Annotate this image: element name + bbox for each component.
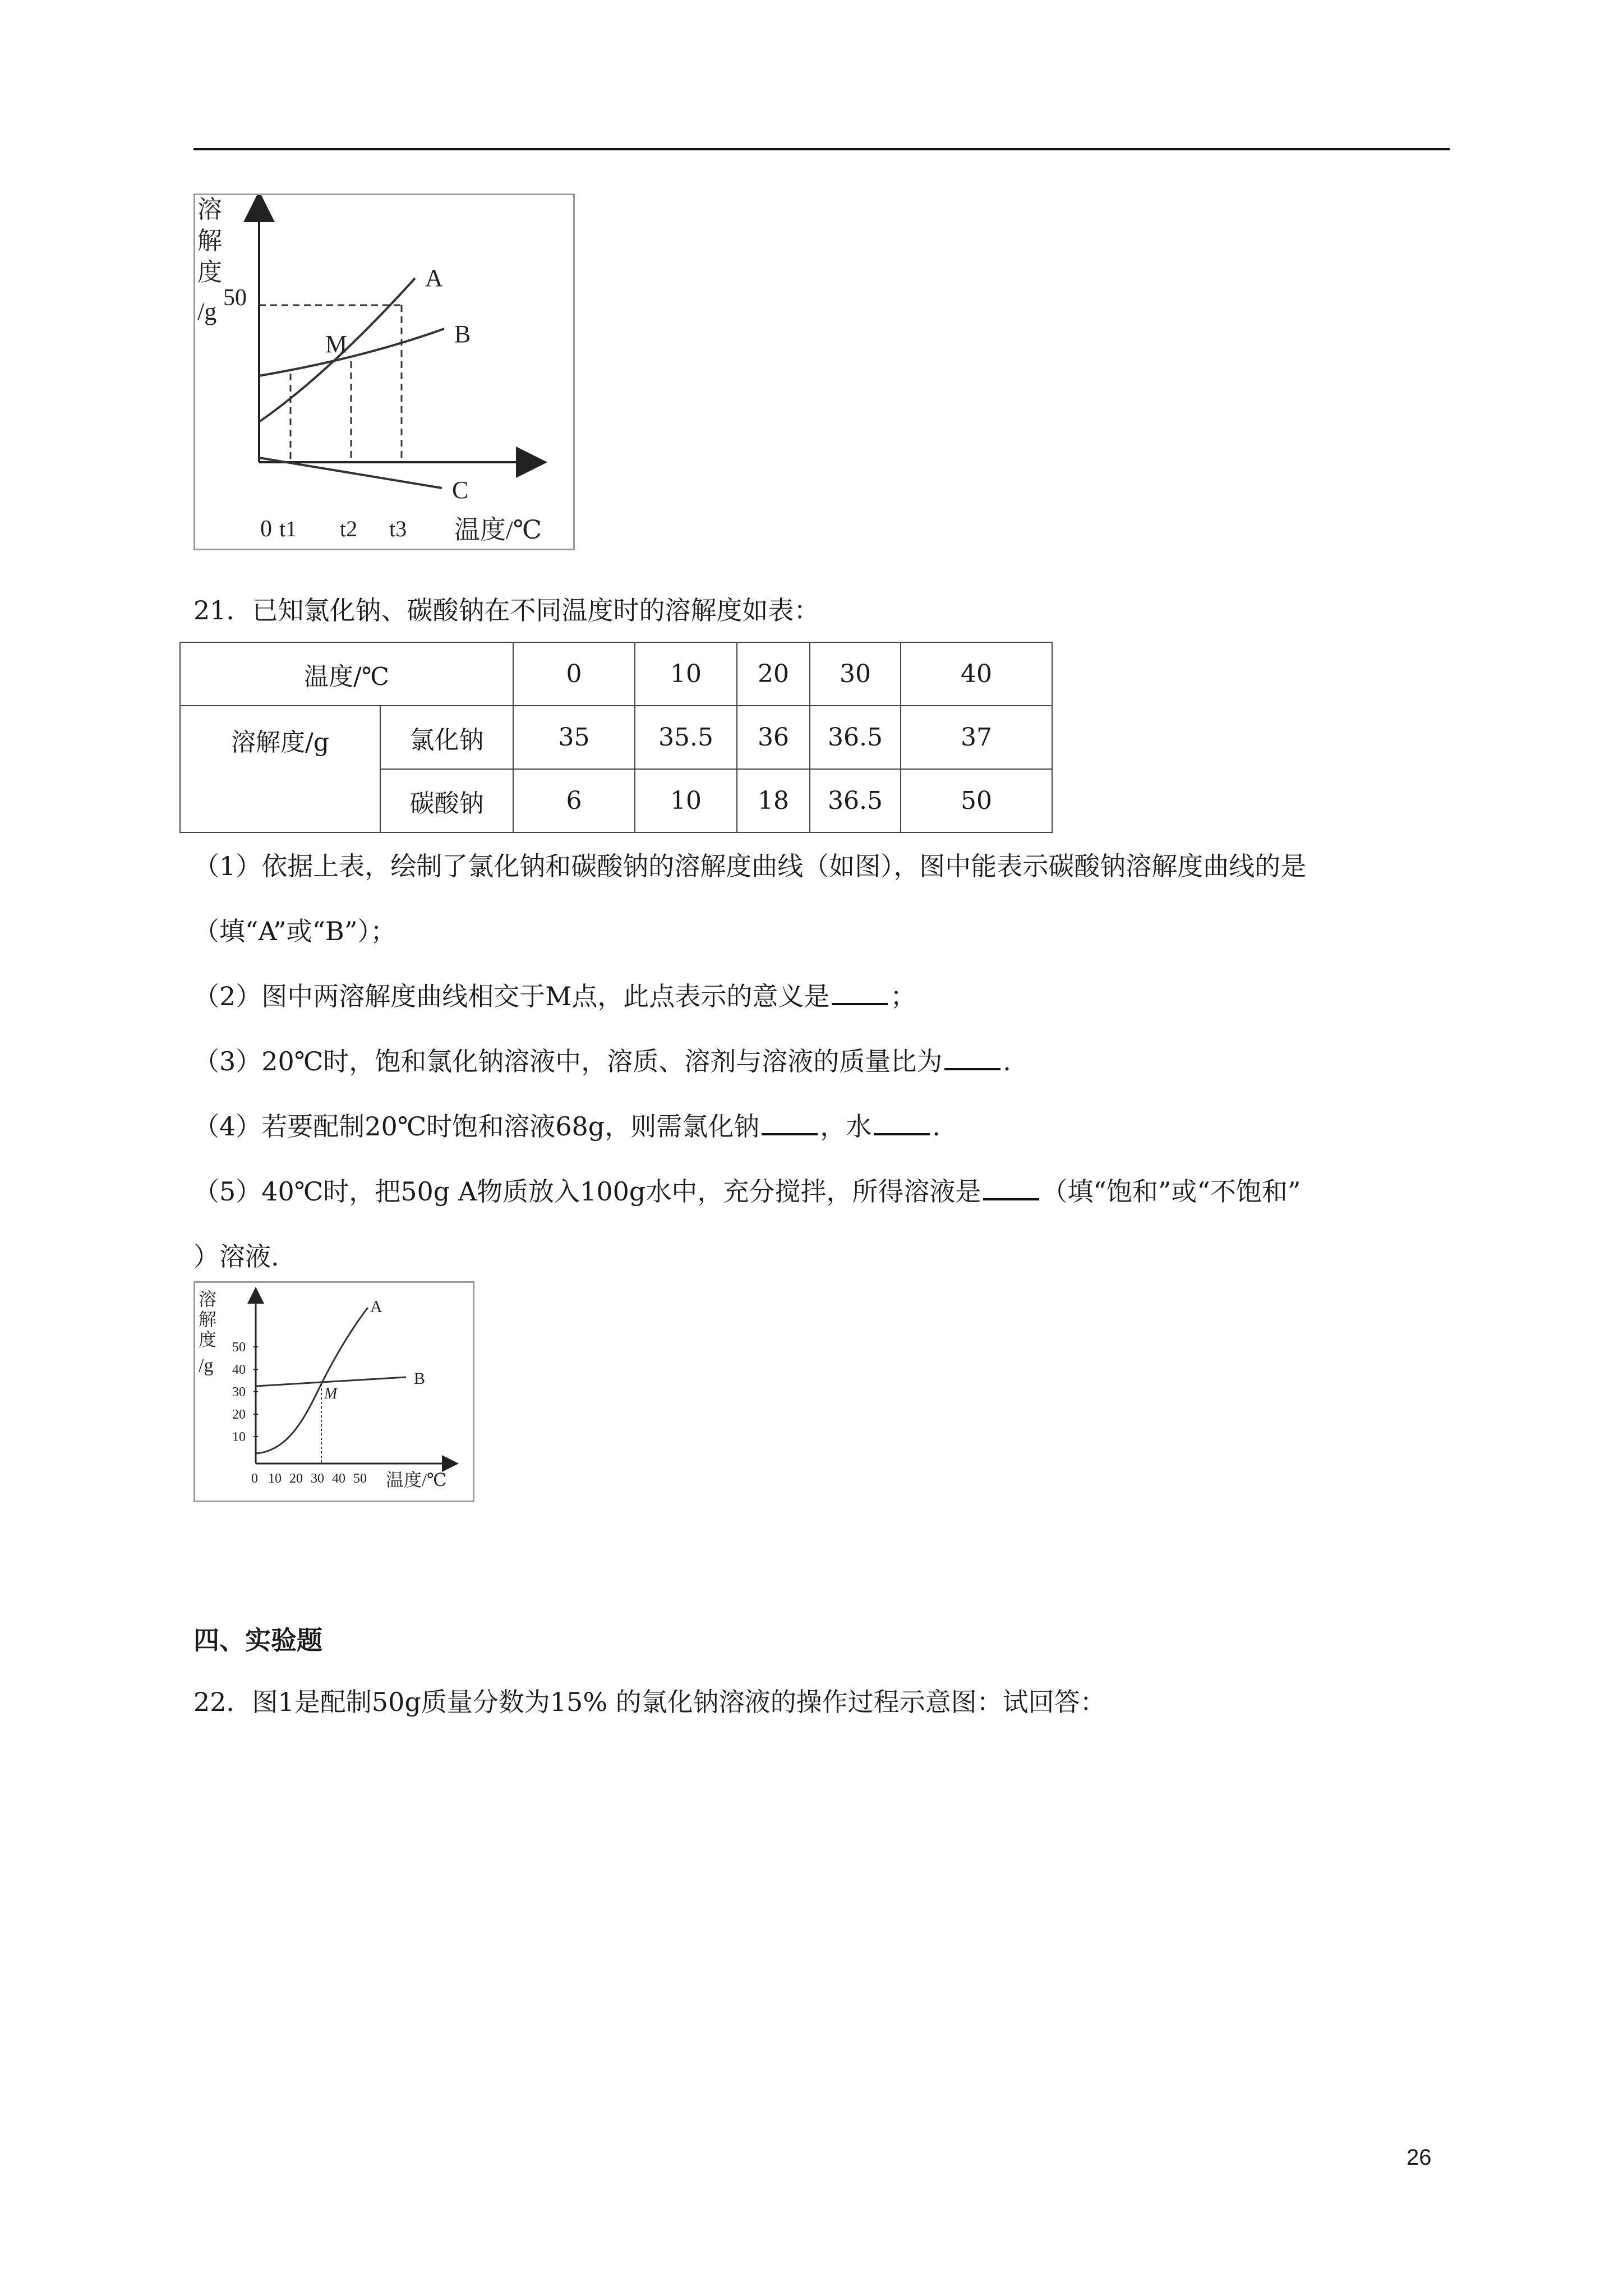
table-cell: 36 bbox=[737, 706, 810, 769]
y-tick: 30 bbox=[232, 1385, 246, 1400]
curve-label-b: B bbox=[414, 1369, 426, 1388]
x-tick-t1: t1 bbox=[279, 516, 297, 541]
answer-blank[interactable] bbox=[832, 981, 888, 1005]
q21-part2-text: （2）图中两溶解度曲线相交于M点，此点表示的意义是 bbox=[193, 981, 830, 1011]
point-m-label: M bbox=[324, 1385, 338, 1402]
y-unit: /g bbox=[199, 1355, 214, 1376]
curve-label-b: B bbox=[454, 320, 471, 348]
answer-blank[interactable] bbox=[944, 1046, 1000, 1070]
x-tick: 50 bbox=[353, 1471, 367, 1486]
x-tick: 40 bbox=[332, 1471, 345, 1486]
solubility-chart-1 bbox=[195, 195, 573, 549]
answer-blank[interactable] bbox=[874, 1111, 930, 1135]
table-temp-cell: 10 bbox=[635, 642, 737, 706]
y-tick: 10 bbox=[232, 1430, 246, 1444]
page-number: 26 bbox=[1407, 2145, 1432, 2170]
q21-part5-text: （5）40℃时，把50g A物质放入100g水中，充分搅拌，所得溶液是 bbox=[193, 1176, 981, 1207]
table-cell: 35.5 bbox=[635, 706, 737, 769]
q21-part3-end: . bbox=[1003, 1046, 1011, 1076]
y-tick: 50 bbox=[232, 1340, 246, 1355]
table-cell: 37 bbox=[901, 706, 1052, 769]
curve-label-a: A bbox=[425, 264, 443, 292]
solubility-figure-2 bbox=[193, 1281, 474, 1502]
q21-part4 bbox=[193, 1110, 940, 1143]
solubility-table bbox=[179, 642, 1053, 833]
x-tick: 10 bbox=[268, 1471, 282, 1486]
table-cell: 10 bbox=[635, 769, 737, 832]
table-header-temp: 温度/℃ bbox=[180, 642, 513, 706]
x-axis-label: 温度/℃ bbox=[386, 1470, 447, 1490]
q21-part3 bbox=[193, 1045, 1011, 1078]
q21-part5 bbox=[193, 1175, 1301, 1208]
curve-label-c: C bbox=[452, 476, 469, 504]
x-axis-label: 温度/℃ bbox=[454, 516, 542, 544]
q21-part4-end: . bbox=[932, 1111, 940, 1142]
q21-part3-text: （3）20℃时，饱和氯化钠溶液中，溶质、溶剂与溶液的质量比为 bbox=[193, 1046, 943, 1076]
y-label-char: 溶 bbox=[199, 1289, 217, 1309]
table-cell: 36.5 bbox=[810, 706, 901, 769]
y-tick-50: 50 bbox=[223, 285, 247, 311]
table-temp-cell: 20 bbox=[737, 642, 810, 706]
question-22: 22．图1是配制50g质量分数为15% 的氯化钠溶液的操作过程示意图：试回答： bbox=[193, 1687, 1106, 1717]
y-label-char: 解 bbox=[199, 1309, 217, 1329]
q21-part2-end: ； bbox=[890, 981, 916, 1011]
q21-part1-line1: （1）依据上表，绘制了氯化钠和碳酸钠的溶解度曲线（如图），图中能表示碳酸钠溶解度曲线的是 bbox=[193, 851, 1307, 881]
x-tick-t2: t2 bbox=[340, 516, 358, 541]
y-label-char: 解 bbox=[197, 227, 222, 255]
q21-part5-hint: （填“饱和”或“不饱和” bbox=[1041, 1176, 1301, 1207]
curve-label-a: A bbox=[370, 1297, 382, 1316]
answer-blank[interactable] bbox=[762, 1111, 818, 1135]
table-row-name: 碳酸钠 bbox=[380, 769, 513, 832]
table-temp-cell: 40 bbox=[901, 642, 1052, 706]
q21-part1-line2 bbox=[193, 914, 396, 948]
table-cell: 6 bbox=[513, 769, 635, 832]
solubility-figure-1 bbox=[193, 194, 575, 550]
table-temp-cell: 0 bbox=[513, 642, 635, 706]
solubility-chart-2 bbox=[195, 1283, 473, 1501]
y-tick: 20 bbox=[232, 1407, 246, 1422]
table-cell: 18 bbox=[737, 769, 810, 832]
x-tick: 0 bbox=[251, 1471, 258, 1486]
q21-part1-text: （填“A”或“B”）； bbox=[193, 916, 396, 946]
y-tick: 40 bbox=[232, 1363, 246, 1377]
table-row-name: 氯化钠 bbox=[380, 706, 513, 769]
header-rule bbox=[193, 148, 1450, 150]
q21-part4-text: （4）若要配制20℃时饱和溶液68g，则需氯化钠 bbox=[193, 1111, 760, 1142]
point-m-label: M bbox=[325, 330, 348, 358]
x-tick-t3: t3 bbox=[389, 516, 407, 541]
table-temp-cell: 30 bbox=[810, 642, 901, 706]
table-cell: 35 bbox=[513, 706, 635, 769]
answer-blank[interactable] bbox=[983, 1176, 1039, 1200]
q21-part4-mid: ，水 bbox=[820, 1111, 872, 1142]
y-unit: /g bbox=[197, 298, 217, 325]
table-cell: 50 bbox=[901, 769, 1052, 832]
x-origin: 0 bbox=[260, 516, 272, 542]
y-label-char: 度 bbox=[197, 259, 222, 286]
x-tick: 30 bbox=[311, 1471, 324, 1486]
q21-part5-line2: ）溶液. bbox=[193, 1241, 279, 1272]
y-label-char: 度 bbox=[199, 1329, 217, 1350]
q21-part2 bbox=[193, 979, 916, 1013]
table-cell: 36.5 bbox=[810, 769, 901, 832]
y-label-char: 溶 bbox=[197, 196, 222, 223]
question-21-intro: 21．已知氯化钠、碳酸钠在不同温度时的溶解度如表： bbox=[193, 595, 820, 625]
table-solubility-label: 溶解度/g bbox=[180, 706, 380, 832]
curve-b bbox=[259, 329, 444, 376]
x-tick: 20 bbox=[289, 1471, 303, 1486]
section-heading: 四、实验题 bbox=[193, 1625, 322, 1655]
